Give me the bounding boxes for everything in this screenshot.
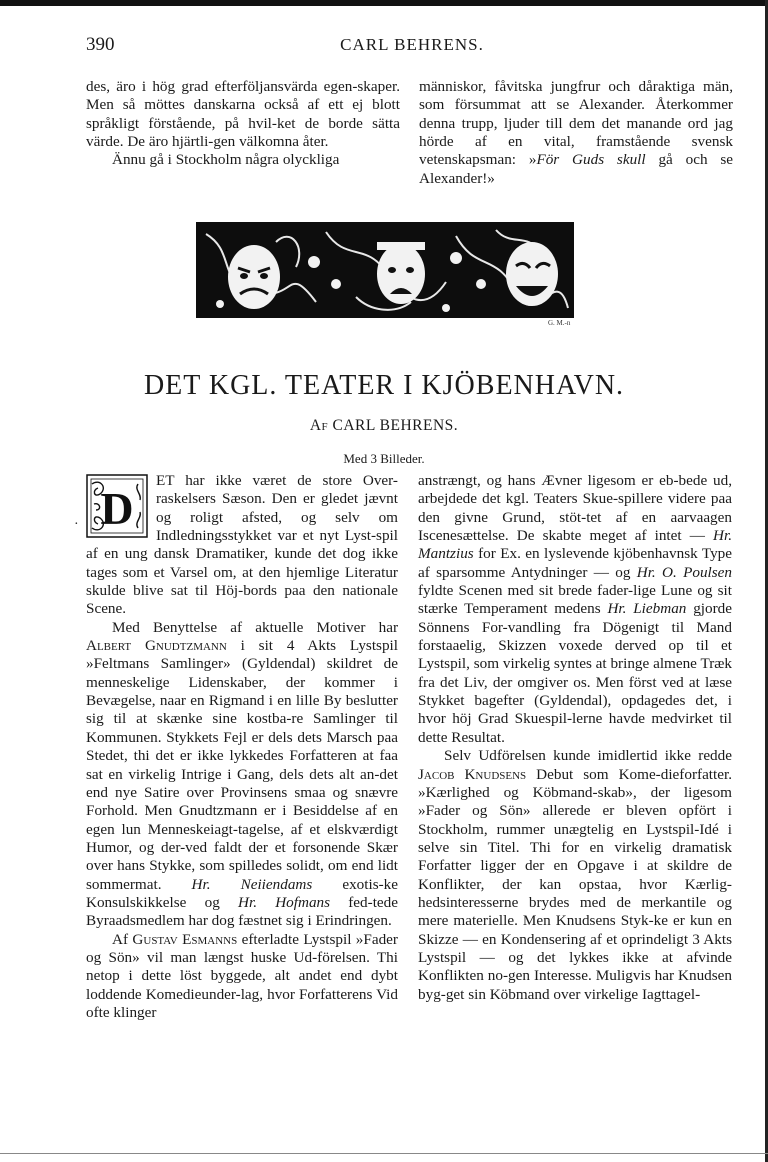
carryover-right-column [419,78,733,188]
article-left-column [86,472,398,1022]
article-right-column [418,472,732,1004]
page-top-edge [0,0,768,6]
page-header [86,34,738,60]
carryover-paragraph: människor, fåvitska jungfrur och dåraktiga män, som försummat att se Alexander. Återkommer denna trupp, ljuder till dem det manande ord jag hörde af en vital, framstående svensk vetenskapsman: »För Guds skull gå och se Alexander!» [419,78,734,187]
article-paragraph: Selv Udförelsen kunde imidlertid ikke redde Jacob Knudsens Debut som Kome-dieforfatter. »Kærlighed og Köbmand-skab», der ligesom »Fader og Sön» allerede er bleven opfört i Stockholm, rummer unægtelig en Lystspil-Idé i selve sin Titel. Thi for en virkelig dramatisk Forfatter ligger der en Opgave i at skildre de Konflikter, der kan opstaa, hvor Kærlig-hedsinteresserne brydes med de merkantile og mere materielle. Men Knudsens Styk-ke er kun en Skizze — en Kondensering af et oprindeligt 3 Akts Lystspil — og det lykkes ikke at afvinde Konflikten no-gen Interesse. Muligvis har Knudsen byg-get sin Köbmand over virkelige Iagttagel- [418,747,733,1003]
carryover-paragraph: Ännu gå i Stockholm några olyckliga [112,151,340,169]
banner-monogram: G. M.-n [548,319,571,326]
running-title: CARL BEHRENS. [340,35,484,54]
laughing-mask-icon [506,242,558,306]
article-title: DET KGL. TEATER I KJÖBENHAVN. [143,370,625,401]
article-subtitle: Med 3 Billeder. [343,451,425,466]
grimacing-mask-icon [228,245,280,309]
article-paragraph: Af Gustav Esmanns efterladte Lystspil »Fader og Sön» vil man længst huske Ud-förelsen. Thi netop i dette löst byggede, alt andet end dybt loddende Komedieunder-lag, hvor Forfatterens Vid ofte klinger [86,930,398,1021]
article-paragraph: ET har ikke været de store Over-raskelsers Sæson. Den er gledet jævnt og roligt afsted, og selv om Indledningsstykket var et nyt Lyst-spil af en ung dansk Dramatiker, kunde det dog ikke tages som et Varsel om, at den hjemlige Literatur skulde blive sat til Höj-bords paa den nationale Scene. [86,472,398,618]
drop-cap-initial [86,474,148,538]
stray-mark: · [74,517,79,532]
page-number: 390 [86,34,115,55]
page-bottom-edge [0,1153,768,1154]
article-paragraph: Med Benyttelse af aktuelle Motiver har Albert Gnudtzmann i sit 4 Akts Lystspil »Feltmans Samlinger» (Gyldendal) skildret de menneskelige Lidenskaber, der kommer i Bevægelse, naar en Rigmand i en lille By beslutter sig til at skænke sine kostba-re Samlinger til Kommunen. Stykkets Fejl er dels dets Marsch paa Stedet, thi det er ikke lykkedes Forfatteren at faa sat en virkelig Intrige i Gang, dels dets alt an-det end nye Satire over Provinsens smaa og snævre Forhold. Men Gnudtzmann er i Besiddelse af en egen lun Menneskeiagt-tagelse, af et elskværdigt Humor, og der-ved faldt der et forsonende Skær over hans Stykke, som spilledes solidt, om end lidt sommermat. Hr. Neiiendams exotis-ke Konsulskikkelse og Hr. Hofmans fed-tede Byraadsmedlem har dog fæstnet sig i Erindringen. [86,618,399,930]
article-paragraph: anstrængt, og hans Ævner ligesom er eb-bede ud, arbejdede det kgl. Teaters Skue-spillere videre paa den givne Grund, stöt-tet af en aarvaagen Iscenesættelse. De skabte meget af intet — Hr. Mantzius for Ex. en lyslevende kjöbenhavnsk Type af sparsomme Antydninger — og Hr. O. Poulsen fyldte Scenen med sit brede fader-lige Lune og sit stærke Temperament medens Hr. Liebman gjorde Sönnens For-vandling fra Dögenigt til Mand forstaaelig, Skizzen voxede derved op til et Lystspil, som virkelig syntes at bringe almene Træk fra det Liv, der omgiver os. Men först ved at læse Stykket bagefter (Gyldendal), opdagedes det, i hvor höj Grad Skuespil-lerne havde medvirket til dette Resultat. [418,472,732,746]
decorative-masks-banner [196,222,574,326]
carryover-left-column [86,78,400,170]
svg-text:D: D [100,483,134,534]
article-byline: Af CARL BEHRENS. [309,417,459,434]
carryover-paragraph: des, äro i hög grad efterföljansvärda egen-skaper. Men så möttes danskarna också af ett ej blott språkligt förstående, på hvil-ket de borde sätta värde. De äro hjärtli-gen välkomna åter. [86,78,400,151]
